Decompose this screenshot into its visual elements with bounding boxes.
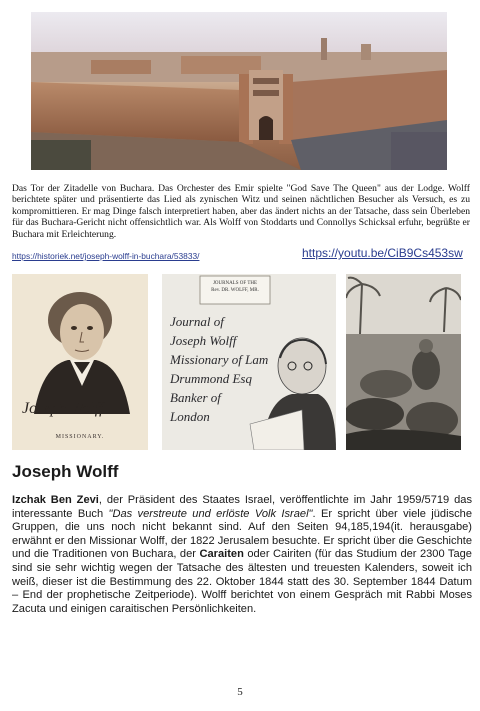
journal-label-line2: Rev. DR. WOLFF, MR. (211, 288, 259, 293)
journal-label-line1: JOURNALS OF THE (212, 281, 258, 286)
portrait-signature: Joseph Wolff (22, 400, 104, 417)
section-heading: Joseph Wolff (12, 462, 119, 481)
journal-label (200, 280, 270, 294)
handwriting-line: Missionary of Lam (170, 352, 269, 367)
body-paragraph (12, 494, 472, 616)
photo-caption: Das Tor der Zitadelle von Buchara. Das Orchester des Emir spielte "God Save The Queen" aus der Lodge. Wolff berichtete später und präsentierte das Lied als zynischen Witz und seinen nächtlichen Besucher als Versuch, es zu kompromittieren. Er mag Dinge falsch interpretiert haben, aber das ändert nichts an der Tatsache, dass sein Überleben für das Buchara-Gericht nicht offensichtlich war. Als Wolff von Stoddarts und Connollys Schicksal erfuhr, begrüßte er Buchara mit Erleichterung. (12, 183, 470, 240)
handwriting-line: Journal of (170, 314, 224, 329)
bukhara-scene-engraving (346, 274, 461, 450)
person-name: Izchak Ben Zevi (12, 494, 99, 506)
wolff-portrait-engraving (12, 274, 148, 450)
body-text-part: . Er spricht über viele jüdische Gruppen, die uns noch nicht bekannt sind. Auf den Seiten 94,185,194(it. herausgabe) erwähnt er den Missionar Wolff, der 1822 Jerusalem besuchte. Er spricht über die Geschichte und die Traditionen von Buchara, der (12, 507, 472, 561)
youtube-link[interactable]: https://youtu.be/CiB9Cs453sw (302, 246, 463, 260)
handwriting-line: London (170, 409, 210, 424)
citadel-photo (31, 12, 447, 170)
page-number: 5 (237, 686, 243, 698)
book-title: "Das verstreute und erlöste Volk Israel" (108, 507, 313, 520)
handwriting-line: Banker of (170, 390, 221, 405)
caraiten-term: Caraiten (199, 548, 244, 561)
body-text-part: , der Präsident des Staates Israel, veröffentlichte im Jahr 1959/5719 das interessante Buch (12, 494, 472, 520)
handwriting-line: Joseph Wolff (170, 333, 237, 348)
body-text-part: oder Cairiten (für das Studium der 2300 Tage sind sie sehr wichtig wegen der Tatsache des ältesten und treuesten Kalenders, soweit ich weiß, dieser ist die Bestimmung des 22. Oktober 1844 statt des 30. September 1844 Datum – End der prophetische Zeitperiode). Wolff berichtet von einem Gespräch mit Rabbi Moses Zacuta und einigen caraitischen Persönlichkeiten. (12, 548, 472, 615)
wolff-journal-image (162, 274, 336, 450)
portrait-caption: MISSIONARY. (55, 434, 105, 440)
handwriting-line: Drummond Esq (170, 371, 252, 386)
journal-handwriting (170, 312, 268, 426)
historiek-link[interactable]: https://historiek.net/joseph-wolff-in-buchara/53833/ (12, 251, 200, 261)
